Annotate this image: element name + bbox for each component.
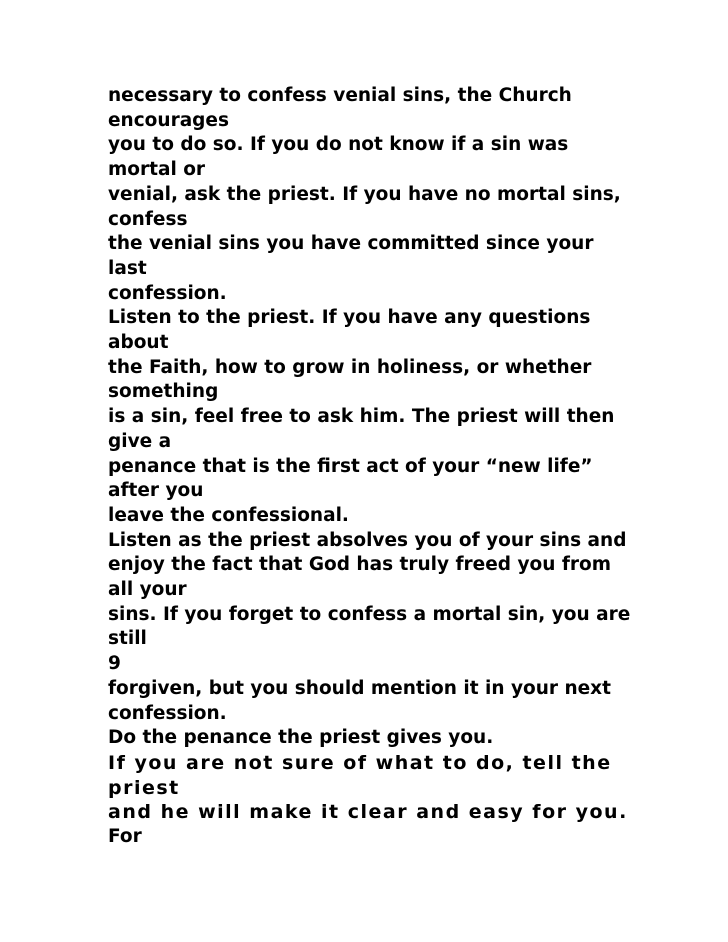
text-line: after you xyxy=(108,480,204,502)
text-line: still xyxy=(108,628,147,650)
text-line: confession. xyxy=(108,282,227,304)
document-page xyxy=(108,84,631,850)
text-line: necessary to confess venial sins, the Church xyxy=(108,85,572,106)
text-line: Do the penance the priest gives you. xyxy=(108,727,494,749)
text-line: enjoy the fact that God has truly freed you from xyxy=(108,554,611,576)
text-line: confess xyxy=(108,208,188,230)
text-line: For xyxy=(108,826,142,848)
text-line: Listen to the priest. If you have any questions xyxy=(108,307,591,329)
page-number: 9 xyxy=(108,653,121,675)
text-line: penance that is the first act of your “new life” xyxy=(108,455,593,477)
emphasis-line: priest xyxy=(108,776,180,799)
text-line: all your xyxy=(108,579,187,601)
emphasis-line: If you are not sure of what to do, tell the xyxy=(108,751,612,774)
text-line: the Faith, how to grow in holiness, or whether xyxy=(108,356,592,378)
text-line: encourages xyxy=(108,109,229,131)
text-line: forgiven, but you should mention it in your next xyxy=(108,677,611,699)
text-line: venial, ask the priest. If you have no mortal sins, xyxy=(108,183,621,205)
text-line: last xyxy=(108,257,147,279)
emphasis-line: and he will make it clear and easy for you. xyxy=(108,801,628,824)
text-line: sins. If you forget to confess a mortal sin, you are xyxy=(108,603,631,625)
text-line: confession. xyxy=(108,702,227,724)
text-line: Listen as the priest absolves you of your sins and xyxy=(108,529,627,551)
text-line: about xyxy=(108,332,169,354)
text-line: give a xyxy=(108,430,172,452)
text-line: mortal or xyxy=(108,159,206,181)
text-line: you to do so. If you do not know if a sin was xyxy=(108,134,569,156)
text-line: is a sin, feel free to ask him. The priest will then xyxy=(108,406,615,428)
text-line: something xyxy=(108,381,219,403)
text-line: leave the confessional. xyxy=(108,504,349,526)
text-line: the venial sins you have committed since your xyxy=(108,233,594,255)
